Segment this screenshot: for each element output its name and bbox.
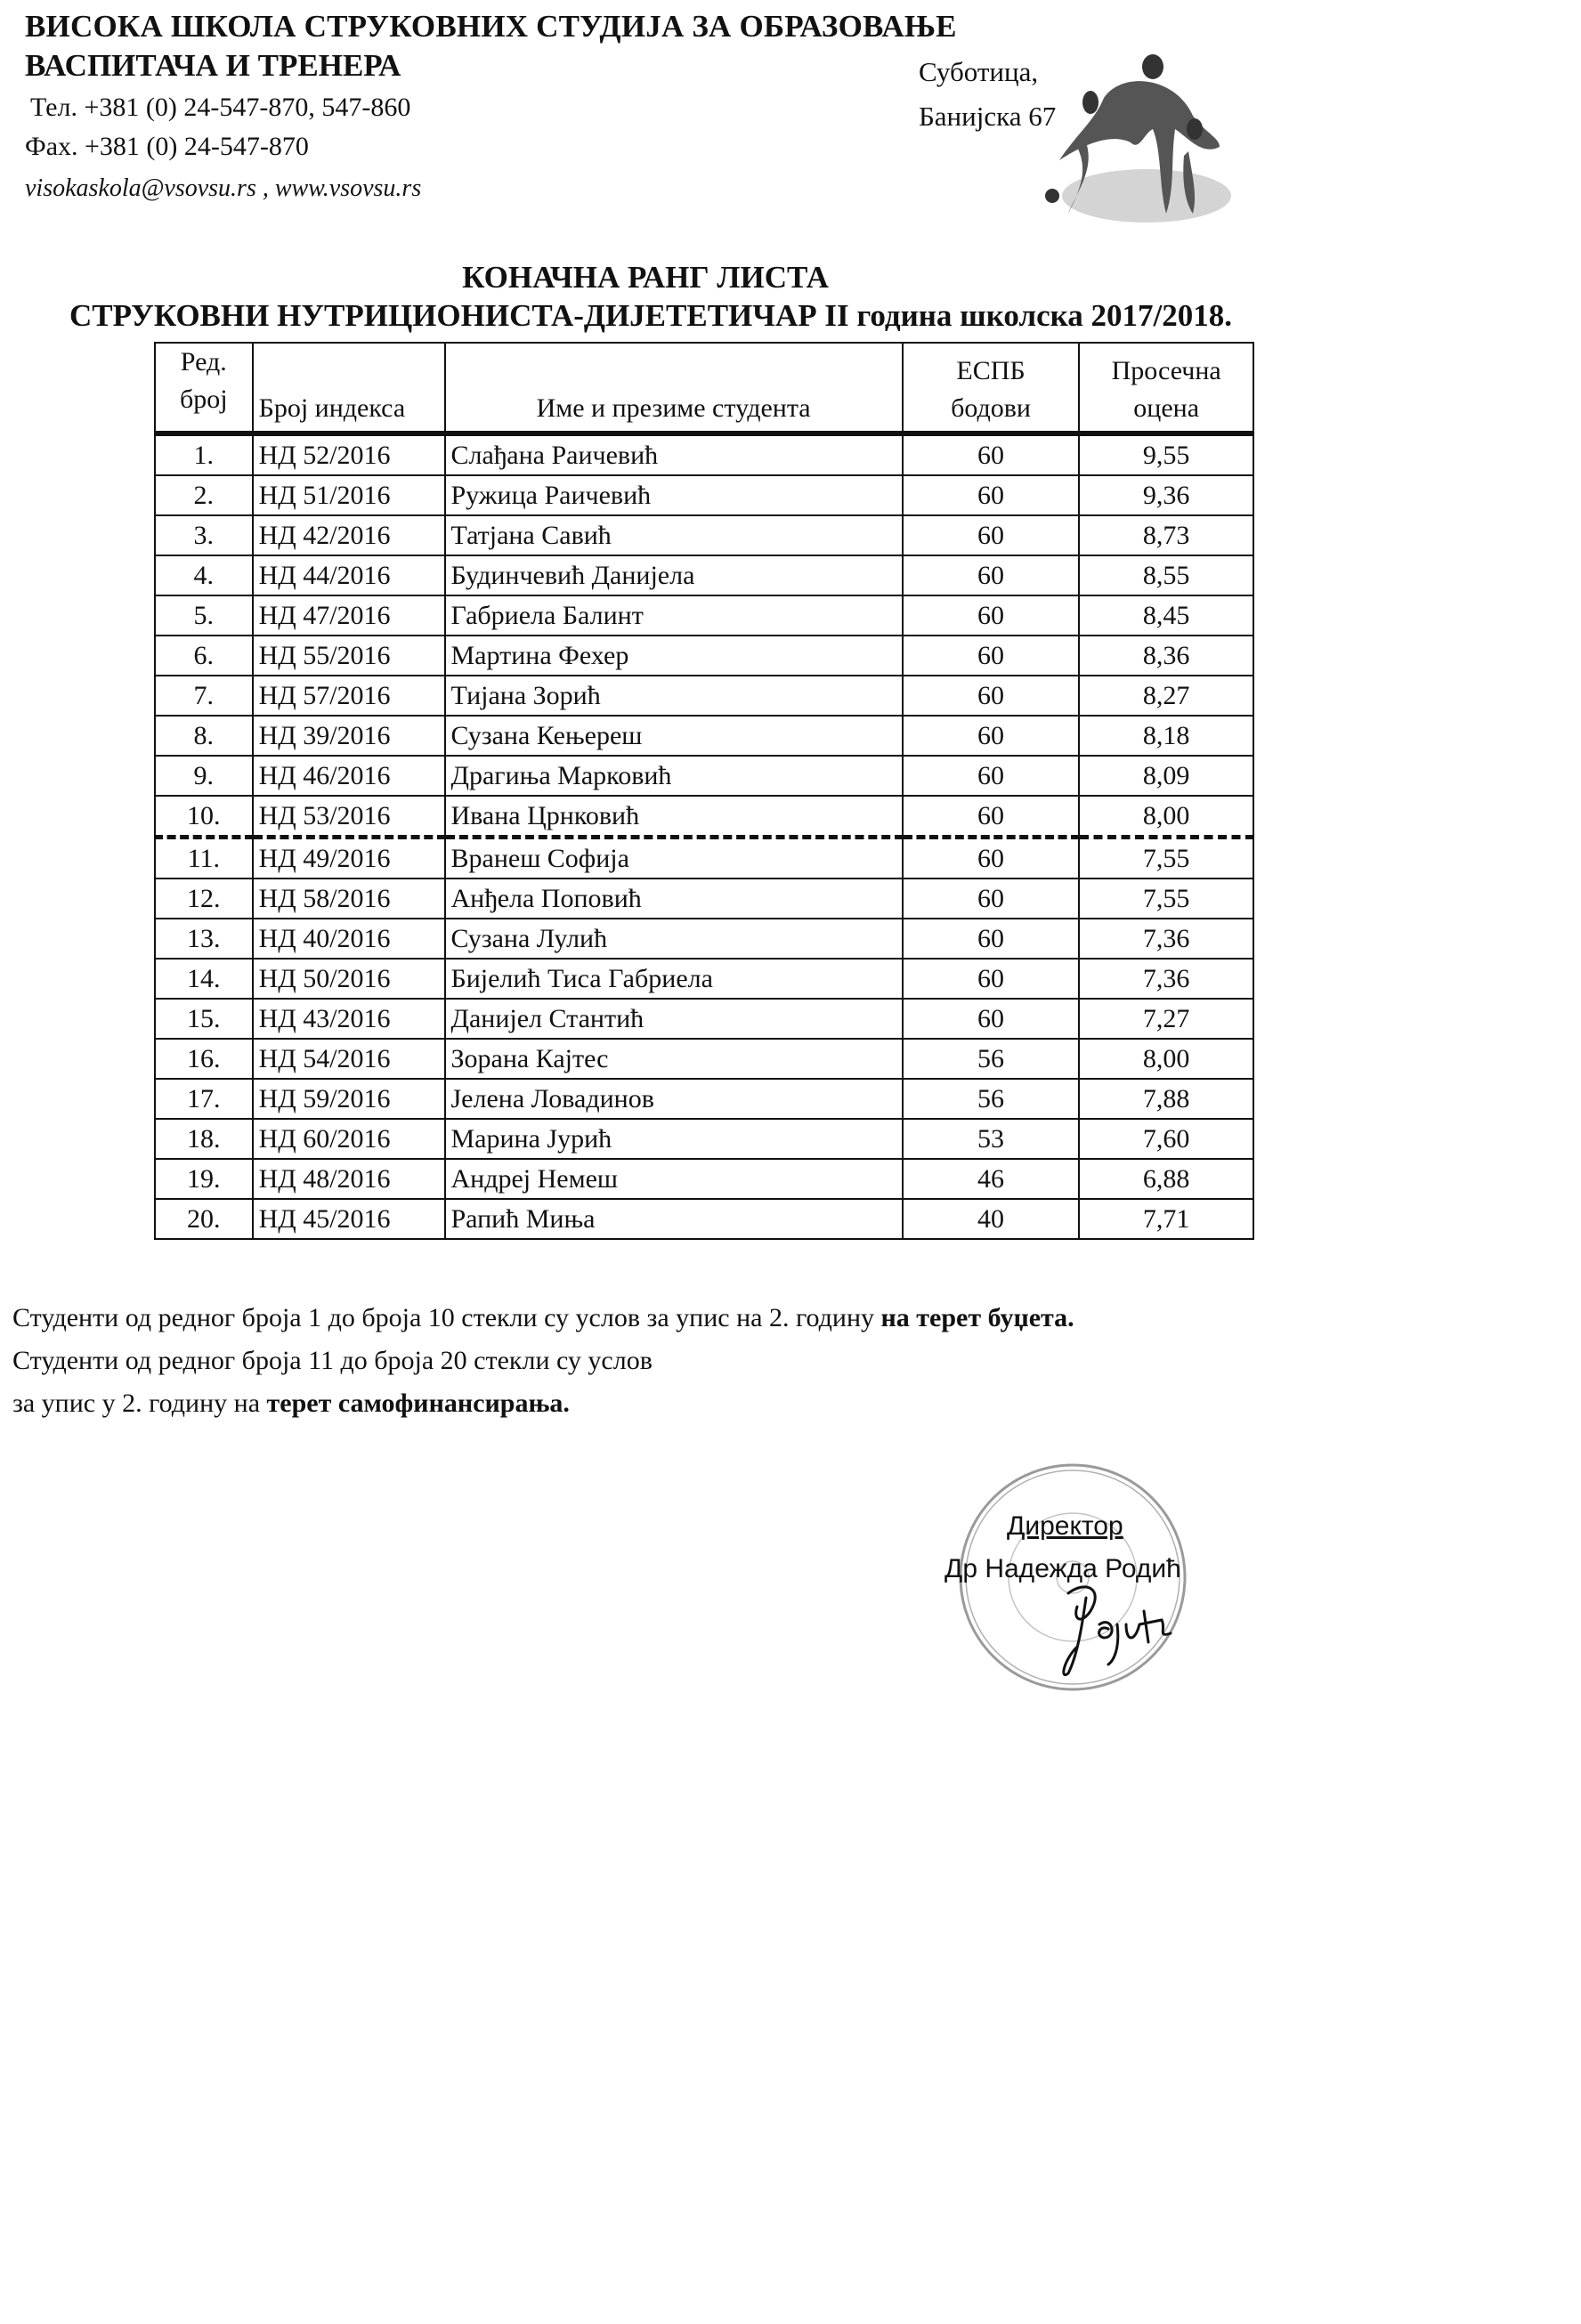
index-cell: НД 42/2016: [253, 515, 445, 555]
student-name-cell: Рапић Миња: [445, 1199, 903, 1239]
average-grade-cell: 7,60: [1079, 1119, 1253, 1159]
handwritten-signature-icon: [1050, 1575, 1184, 1682]
table-body: [155, 433, 1253, 1239]
student-name-cell: Андреј Немеш: [445, 1159, 903, 1199]
student-name-cell: Мартина Фехер: [445, 636, 903, 676]
table-row: [155, 959, 1253, 999]
ects-cell: 60: [903, 838, 1080, 879]
rank-cell: 10.: [155, 796, 253, 838]
index-cell: НД 44/2016: [253, 555, 445, 595]
ranking-table: [154, 342, 1254, 1240]
street-address: Банијска 67: [919, 101, 1057, 132]
phone-number: Тел. +381 (0) 24-547-870, 547-860: [30, 93, 411, 122]
index-cell: НД 55/2016: [253, 636, 445, 676]
table-row: [155, 515, 1253, 555]
table-header-row: [155, 343, 1253, 433]
index-cell: НД 52/2016: [253, 433, 445, 475]
institution-name-line2: ВАСПИТАЧА И ТРЕНЕРА: [25, 48, 401, 83]
table-row: [155, 555, 1253, 595]
ects-cell: 60: [903, 515, 1080, 555]
index-cell: НД 57/2016: [253, 676, 445, 716]
student-name-cell: Јелена Ловадинов: [445, 1079, 903, 1119]
ects-cell: 60: [903, 716, 1080, 756]
table-row: [155, 433, 1253, 475]
note-budget: Студенти од редног броја 1 до броја 10 стекли су услов за упис на 2. годину на терет буџета.: [12, 1303, 1074, 1332]
rank-cell: 9.: [155, 756, 253, 796]
student-name-cell: Габриела Балинт: [445, 595, 903, 636]
student-name-cell: Слађана Раичевић: [445, 433, 903, 475]
ects-cell: 56: [903, 1039, 1080, 1079]
ects-cell: 60: [903, 919, 1080, 959]
index-cell: НД 39/2016: [253, 716, 445, 756]
table-row: [155, 1079, 1253, 1119]
ects-cell: 60: [903, 879, 1080, 919]
header-name: Име и презиме студента: [445, 343, 903, 433]
student-name-cell: Данијел Стантић: [445, 999, 903, 1039]
student-name-cell: Вранеш Софија: [445, 838, 903, 879]
rank-cell: 7.: [155, 676, 253, 716]
rank-cell: 15.: [155, 999, 253, 1039]
table-row: [155, 676, 1253, 716]
table-row: [155, 1039, 1253, 1079]
student-name-cell: Татјана Савић: [445, 515, 903, 555]
student-name-cell: Марина Јурић: [445, 1119, 903, 1159]
rank-cell: 5.: [155, 595, 253, 636]
rank-cell: 2.: [155, 475, 253, 515]
ects-cell: 60: [903, 676, 1080, 716]
document-subtitle: СТРУКОВНИ НУТРИЦИОНИСТА-ДИЈЕТЕТИЧАР II година школска 2017/2018.: [69, 298, 1232, 333]
ects-cell: 60: [903, 433, 1080, 475]
table-row: [155, 879, 1253, 919]
city: Суботица,: [919, 56, 1039, 87]
rank-cell: 1.: [155, 433, 253, 475]
director-name: Др Надежда Родић: [945, 1554, 1181, 1583]
rank-cell: 3.: [155, 515, 253, 555]
header-index: Број индекса: [253, 343, 445, 433]
average-grade-cell: 9,55: [1079, 433, 1253, 475]
table-row: [155, 1119, 1253, 1159]
index-cell: НД 47/2016: [253, 595, 445, 636]
average-grade-cell: 7,55: [1079, 838, 1253, 879]
index-cell: НД 59/2016: [253, 1079, 445, 1119]
average-grade-cell: 7,88: [1079, 1079, 1253, 1119]
table-row: [155, 919, 1253, 959]
rank-cell: 13.: [155, 919, 253, 959]
note-self-financing-emphasis: терет самофинансирања.: [266, 1389, 570, 1418]
table-row: [155, 475, 1253, 515]
average-grade-cell: 8,18: [1079, 716, 1253, 756]
rank-cell: 18.: [155, 1119, 253, 1159]
student-name-cell: Зорана Кајтес: [445, 1039, 903, 1079]
average-grade-cell: 8,27: [1079, 676, 1253, 716]
rank-cell: 8.: [155, 716, 253, 756]
index-cell: НД 54/2016: [253, 1039, 445, 1079]
index-cell: НД 51/2016: [253, 475, 445, 515]
rank-cell: 11.: [155, 838, 253, 879]
index-cell: НД 53/2016: [253, 796, 445, 838]
index-cell: НД 60/2016: [253, 1119, 445, 1159]
rank-cell: 19.: [155, 1159, 253, 1199]
header-ects: ЕСПБ бодови: [903, 343, 1080, 433]
note-self-financing-line2: за упис у 2. годину на терет самофинансирања.: [12, 1389, 570, 1418]
rank-cell: 17.: [155, 1079, 253, 1119]
institution-name-line1: ВИСОКА ШКОЛА СТРУКОВНИХ СТУДИЈА ЗА ОБРАЗОВАЊЕ: [25, 9, 957, 44]
note-self-financing-line1: Студенти од редног броја 11 до броја 20 стекли су услов: [12, 1346, 653, 1375]
average-grade-cell: 8,36: [1079, 636, 1253, 676]
table-row: [155, 1159, 1253, 1199]
student-name-cell: Сузана Кењереш: [445, 716, 903, 756]
ects-cell: 40: [903, 1199, 1080, 1239]
average-grade-cell: 8,00: [1079, 796, 1253, 838]
rank-cell: 12.: [155, 879, 253, 919]
average-grade-cell: 8,55: [1079, 555, 1253, 595]
student-name-cell: Ружица Раичевић: [445, 475, 903, 515]
email-and-website: visokaskola@vsovsu.rs , www.vsovsu.rs: [25, 174, 422, 202]
rank-cell: 6.: [155, 636, 253, 676]
student-name-cell: Анђела Поповић: [445, 879, 903, 919]
fax-number: Фах. +381 (0) 24-547-870: [25, 132, 309, 161]
student-name-cell: Будинчевић Данијела: [445, 555, 903, 595]
rank-cell: 4.: [155, 555, 253, 595]
index-cell: НД 45/2016: [253, 1199, 445, 1239]
ects-cell: 46: [903, 1159, 1080, 1199]
average-grade-cell: 9,36: [1079, 475, 1253, 515]
average-grade-cell: 7,71: [1079, 1199, 1253, 1239]
rank-cell: 16.: [155, 1039, 253, 1079]
ects-cell: 60: [903, 959, 1080, 999]
average-grade-cell: 8,73: [1079, 515, 1253, 555]
average-grade-cell: 7,36: [1079, 959, 1253, 999]
table-row: [155, 999, 1253, 1039]
index-cell: НД 46/2016: [253, 756, 445, 796]
student-name-cell: Драгиња Марковић: [445, 756, 903, 796]
student-name-cell: Тијана Зорић: [445, 676, 903, 716]
table-row: [155, 1199, 1253, 1239]
average-grade-cell: 7,36: [1079, 919, 1253, 959]
rank-cell: 20.: [155, 1199, 253, 1239]
index-cell: НД 48/2016: [253, 1159, 445, 1199]
table-row: [155, 636, 1253, 676]
ects-cell: 60: [903, 636, 1080, 676]
table-row: [155, 595, 1253, 636]
ects-cell: 60: [903, 999, 1080, 1039]
family-figures-logo-icon: [1042, 36, 1237, 231]
header-rank: Ред. број: [155, 343, 253, 433]
ects-cell: 53: [903, 1119, 1080, 1159]
average-grade-cell: 8,00: [1079, 1039, 1253, 1079]
note-budget-emphasis: на терет буџета.: [880, 1303, 1074, 1332]
document-title: КОНАЧНА РАНГ ЛИСТА: [462, 260, 829, 295]
average-grade-cell: 7,55: [1079, 879, 1253, 919]
average-grade-cell: 7,27: [1079, 999, 1253, 1039]
director-title: Директор: [1007, 1511, 1123, 1541]
index-cell: НД 43/2016: [253, 999, 445, 1039]
table-row: [155, 716, 1253, 756]
index-cell: НД 58/2016: [253, 879, 445, 919]
average-grade-cell: 8,45: [1079, 595, 1253, 636]
header-average: Просечна оцена: [1079, 343, 1253, 433]
table-row: [155, 796, 1253, 838]
average-grade-cell: 6,88: [1079, 1159, 1253, 1199]
table-row: [155, 838, 1253, 879]
index-cell: НД 50/2016: [253, 959, 445, 999]
index-cell: НД 40/2016: [253, 919, 445, 959]
ects-cell: 56: [903, 1079, 1080, 1119]
average-grade-cell: 8,09: [1079, 756, 1253, 796]
ects-cell: 60: [903, 475, 1080, 515]
index-cell: НД 49/2016: [253, 838, 445, 879]
table-row: [155, 756, 1253, 796]
student-name-cell: Сузана Лулић: [445, 919, 903, 959]
ects-cell: 60: [903, 555, 1080, 595]
ects-cell: 60: [903, 595, 1080, 636]
ects-cell: 60: [903, 756, 1080, 796]
student-name-cell: Бијелић Тиса Габриела: [445, 959, 903, 999]
ects-cell: 60: [903, 796, 1080, 838]
rank-cell: 14.: [155, 959, 253, 999]
student-name-cell: Ивана Црнковић: [445, 796, 903, 838]
